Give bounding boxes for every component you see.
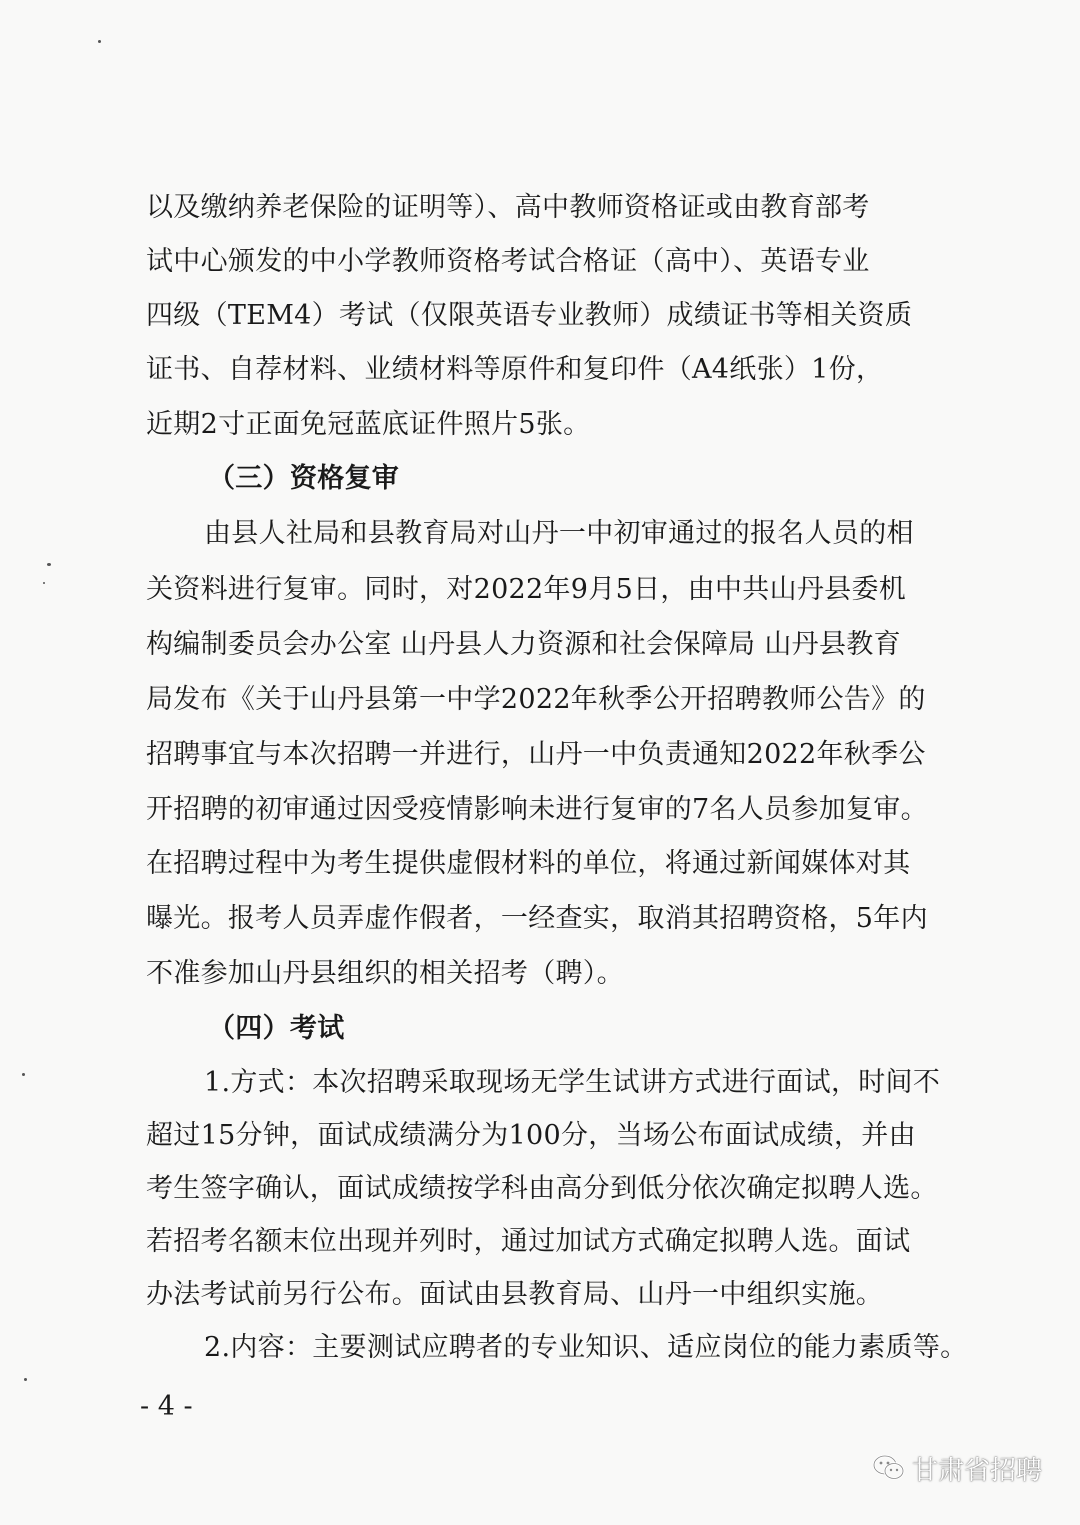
paragraph-line: 办法考试前另行公布。面试由县教育局、山丹一中组织实施。 xyxy=(146,1279,884,1310)
paragraph-line: 若招考名额末位出现并列时，通过加试方式确定拟聘人选。面试 xyxy=(146,1226,911,1257)
watermark xyxy=(872,1450,1042,1486)
paragraph-line: 1.方式：本次招聘采取现场无学生试讲方式进行面试，时间不 xyxy=(204,1067,941,1098)
scan-speck xyxy=(24,1378,27,1381)
paragraph-line: 曝光。报考人员弄虚作假者，一经查实，取消其招聘资格，5年内 xyxy=(146,903,928,934)
paragraph-line: 证书、自荐材料、业绩材料等原件和复印件（A4纸张）1份， xyxy=(146,354,884,385)
paragraph-line: 试中心颁发的中小学教师资格考试合格证（高中）、英语专业 xyxy=(146,246,870,277)
paragraph-line: 不准参加山丹县组织的相关招考（聘）。 xyxy=(146,958,624,989)
section-heading-qualification-review: （三）资格复审 xyxy=(208,463,400,494)
paragraph-line: 近期2寸正面免冠蓝底证件照片5张。 xyxy=(146,409,591,440)
scan-speck xyxy=(47,563,51,566)
scan-speck xyxy=(22,1073,25,1076)
paragraph-line: 以及缴纳养老保险的证明等）、高中教师资格证或由教育部考 xyxy=(146,192,870,223)
paragraph-line: 构编制委员会办公室 山丹县人力资源和社会保障局 山丹县教育 xyxy=(146,629,901,660)
wechat-icon xyxy=(872,1453,906,1483)
paragraph-line: 超过15分钟，面试成绩满分为100分，当场公布面试成绩，并由 xyxy=(146,1120,916,1151)
paragraph-line: 在招聘过程中为考生提供虚假材料的单位，将通过新闻媒体对其 xyxy=(146,848,911,879)
scan-speck xyxy=(98,40,101,43)
paragraph-line: 四级（TEM4）考试（仅限英语专业教师）成绩证书等相关资质 xyxy=(146,300,913,331)
watermark-text: 甘肃省招聘 xyxy=(912,1455,1043,1486)
paragraph-line: 由县人社局和县教育局对山丹一中初审通过的报名人员的相 xyxy=(204,518,914,549)
paragraph-line: 考生签字确认，面试成绩按学科由高分到低分依次确定拟聘人选。 xyxy=(146,1173,938,1204)
paragraph-line: 局发布《关于山丹县第一中学2022年秋季公开招聘教师公告》的 xyxy=(146,684,926,715)
paragraph-line: 2.内容：主要测试应聘者的专业知识、适应岗位的能力素质等。 xyxy=(204,1332,968,1363)
scan-speck xyxy=(43,582,45,584)
paragraph-line: 招聘事宜与本次招聘一并进行，山丹一中负责通知2022年秋季公 xyxy=(146,739,926,770)
paragraph-line: 关资料进行复审。同时，对2022年9月5日，由中共山丹县委机 xyxy=(146,574,907,605)
section-heading-exam: （四）考试 xyxy=(208,1013,345,1044)
paragraph-line: 开招聘的初审通过因受疫情影响未进行复审的7名人员参加复审。 xyxy=(146,794,928,825)
page-number: - 4 - xyxy=(140,1391,193,1422)
